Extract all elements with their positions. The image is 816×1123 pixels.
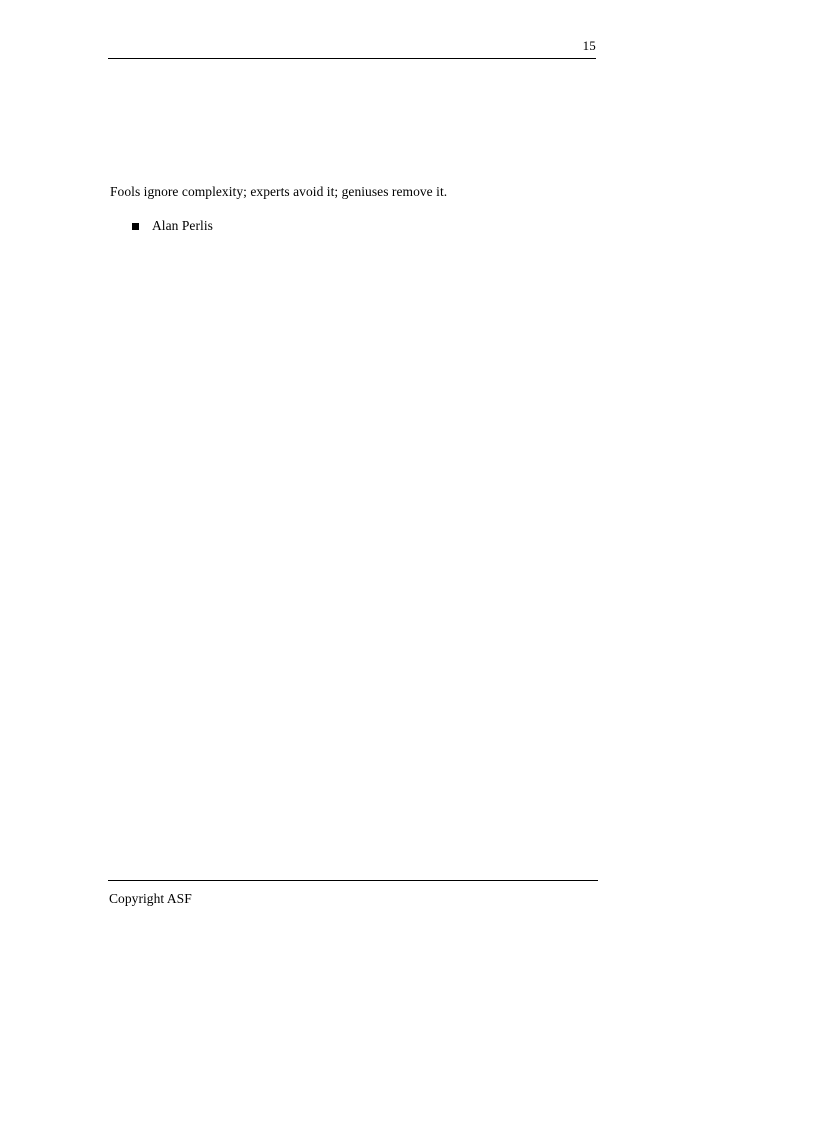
page-number: 15 (582, 38, 596, 53)
page-footer (108, 880, 598, 910)
footer-divider (108, 880, 598, 881)
attribution-author: Alan Perlis (152, 218, 213, 233)
page-header (108, 38, 596, 62)
copyright-text: Copyright ASF (109, 891, 192, 906)
quote-text: Fools ignore complexity; experts avoid it; geniuses remove it. (110, 184, 448, 199)
filled-square-bullet-icon (132, 223, 139, 230)
page-body (110, 183, 610, 235)
header-divider (108, 58, 596, 59)
attribution-list-item (132, 217, 610, 235)
